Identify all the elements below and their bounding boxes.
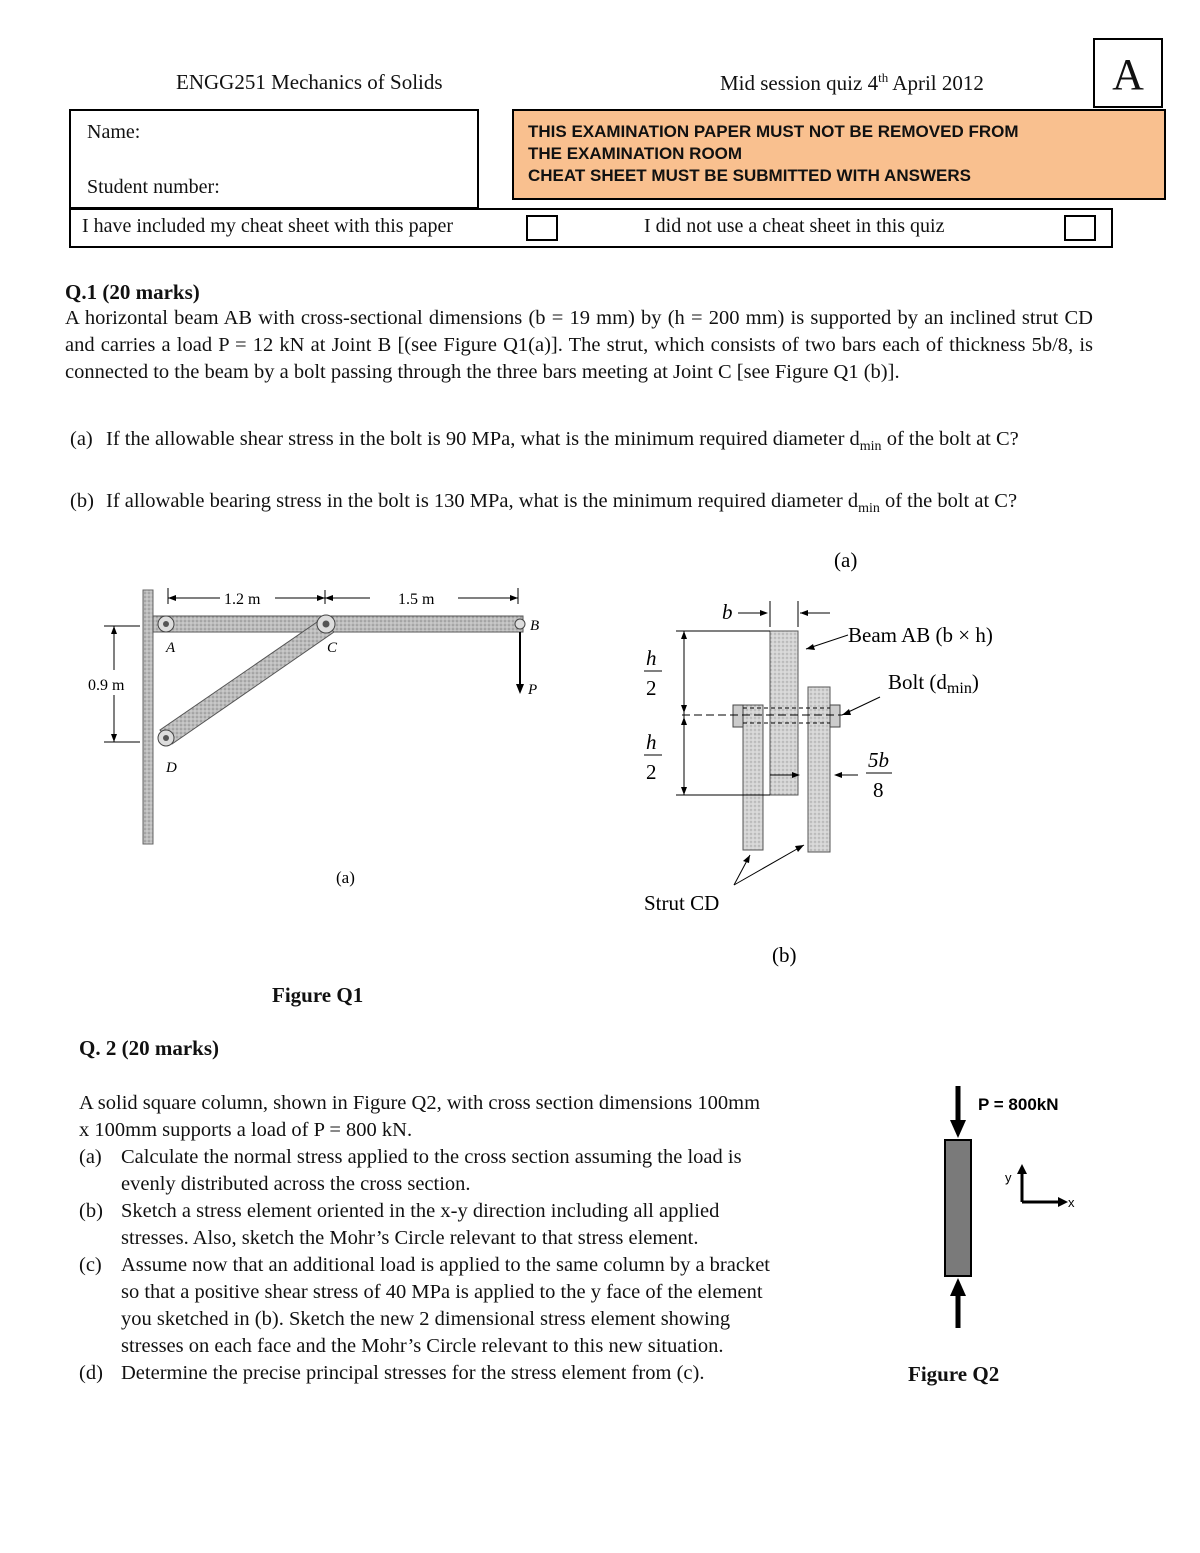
cheat-sheet-declaration xyxy=(69,208,1113,248)
q2-part-c-label: (c) xyxy=(79,1254,102,1276)
dim-arrow-1 xyxy=(168,595,176,601)
label-a: A xyxy=(166,640,176,656)
q2-intro-line-1: A solid square column, shown in Figure Q2, with cross section dimensions 100mm xyxy=(79,1092,761,1114)
figure-q1a xyxy=(80,580,550,900)
included-cheat-sheet-label: I have included my cheat sheet with this paper xyxy=(82,215,453,237)
q2-parts xyxy=(79,1144,879,1387)
y-axis-label: y xyxy=(1005,1170,1012,1185)
strut-leader-1-arrow xyxy=(743,855,750,863)
strut-cd xyxy=(160,620,334,744)
strut-label: Strut CD xyxy=(644,891,720,915)
bolt-label-close: ) xyxy=(971,670,979,694)
no-cheat-sheet-checkbox[interactable] xyxy=(1064,215,1096,241)
warning-line-1: THIS EXAMINATION PAPER MUST NOT BE REMOVED FROM xyxy=(528,122,1019,141)
q2-part-c-line-4: stresses on each face and the Mohr’s Circle relevant to this new situation. xyxy=(121,1335,724,1357)
q1-part-a-sub: min xyxy=(859,439,882,455)
bolt-label xyxy=(888,670,979,697)
b-dim-arrow-left xyxy=(760,610,768,616)
bolt-head-left xyxy=(733,705,743,727)
no-cheat-sheet-label: I did not use a cheat sheet in this quiz xyxy=(644,215,945,237)
q2-part-a-label: (a) xyxy=(79,1146,102,1168)
q2-part-a xyxy=(79,1144,879,1198)
wall xyxy=(143,590,153,844)
load-p-arrowhead xyxy=(516,684,524,694)
label-c: C xyxy=(327,640,338,656)
dim-0-9m: 0.9 m xyxy=(88,677,125,694)
q1-body: A horizontal beam AB with cross-sectional dimensions (b = 19 mm) by (h = 200 mm) is supported by an inclined strut CD and carries a load P = 12 kN at Joint B [(see Figure Q1(a)]. The strut, which consists of two bars each of thickness 5b/8, is connected to the beam by a bolt passing through the three bars meeting at Joint C [see Figure Q1 (b)]. xyxy=(65,307,1093,383)
label-p: P xyxy=(528,682,538,698)
h-half-top-den: 2 xyxy=(646,676,657,700)
bolt-label-text: Bolt (d xyxy=(888,670,947,694)
h-half-top-num: h xyxy=(646,646,657,670)
student-number-label: Student number: xyxy=(87,176,220,198)
q1-part-b xyxy=(70,486,1093,524)
q2-title: Q. 2 (20 marks) xyxy=(79,1036,219,1060)
quiz-date-prefix: Mid session quiz 4 xyxy=(720,71,879,95)
figure-q2 xyxy=(900,1080,1100,1340)
load-arrowhead-top xyxy=(950,1120,966,1138)
exam-warning xyxy=(512,109,1166,200)
q2-part-b-label: (b) xyxy=(79,1200,103,1222)
q2-part-c xyxy=(79,1252,879,1360)
label-b-thickness: b xyxy=(722,600,733,624)
q1-part-b-text: If allowable bearing stress in the bolt is 130 MPa, what is the minimum required diameter d xyxy=(106,490,859,512)
q1-part-b-sub: min xyxy=(858,501,880,517)
q2-part-c-line-1: Assume now that an additional load is applied to the same column by a bracket xyxy=(121,1254,771,1276)
square-column xyxy=(945,1140,971,1276)
figure-q1b xyxy=(630,545,1050,970)
pin-b xyxy=(515,619,525,629)
b-dim-arrow-right xyxy=(800,610,808,616)
included-cheat-sheet-checkbox[interactable] xyxy=(526,215,558,241)
figure-q1b-top-label: (a) xyxy=(834,548,858,572)
beam-ab xyxy=(153,616,523,632)
dim-arrow-4 xyxy=(510,595,518,601)
frac-5b-num: 5b xyxy=(868,748,889,772)
q2-part-d-label: (d) xyxy=(79,1362,103,1384)
h-dim-arrow-4 xyxy=(681,787,687,795)
figure-q1b-caption: (b) xyxy=(772,943,797,967)
h-dim-arrow-1 xyxy=(681,631,687,639)
name-label: Name: xyxy=(87,121,141,143)
figure-q1-title: Figure Q1 xyxy=(272,983,364,1007)
q1-part-b-end: of the bolt at C? xyxy=(879,490,1018,512)
q1-title: Q.1 (20 marks) xyxy=(65,280,200,304)
q1-part-b-label: (b) xyxy=(70,490,94,512)
strut-leader-2-arrow xyxy=(795,845,804,852)
pin-a-center xyxy=(163,621,169,627)
thickness-arrowhead-right xyxy=(834,772,842,778)
figure-q2-title: Figure Q2 xyxy=(908,1362,1000,1386)
frac-5b-den: 8 xyxy=(873,778,884,802)
label-d: D xyxy=(166,760,177,776)
beam-leader-arrow xyxy=(806,644,815,650)
q1-part-a-label: (a) xyxy=(70,428,93,450)
q2-part-b-line-2: stresses. Also, sketch the Mohr’s Circle relevant to that stress element. xyxy=(121,1227,699,1249)
bolt-leader-arrow xyxy=(842,709,851,715)
q1-part-a-text: If the allowable shear stress in the bolt is 90 MPa, what is the minimum required diameter d xyxy=(106,428,860,450)
q2-part-b-line-1: Sketch a stress element oriented in the x-y direction including all applied xyxy=(121,1200,720,1222)
dim-arrow-3 xyxy=(325,595,333,601)
beam-label: Beam AB (b × h) xyxy=(848,623,993,647)
warning-line-2: THE EXAMINATION ROOM xyxy=(528,144,743,163)
bolt-label-sub: min xyxy=(946,680,972,697)
strut-bar-left xyxy=(743,705,763,850)
q2-part-a-line-2: evenly distributed across the cross section. xyxy=(121,1173,471,1195)
warning-line-3: CHEAT SHEET MUST BE SUBMITTED WITH ANSWERS xyxy=(528,166,971,185)
q2-intro xyxy=(79,1090,879,1144)
dim-h-arrow-bottom xyxy=(111,734,117,742)
x-axis-arrowhead xyxy=(1058,1197,1068,1207)
q2-part-c-line-2: so that a positive shear stress of 40 MPa is applied to the y face of the element xyxy=(121,1281,763,1303)
beam-ab-section xyxy=(770,631,798,795)
label-b: B xyxy=(530,618,540,634)
h-dim-arrow-2 xyxy=(681,705,687,713)
pin-d-center xyxy=(163,735,169,741)
bolt-head-right xyxy=(830,705,840,727)
h-half-bottom-num: h xyxy=(646,730,657,754)
quiz-date-sup: th xyxy=(878,70,889,85)
dim-1-5m: 1.5 m xyxy=(398,591,435,608)
q2-part-d xyxy=(79,1360,879,1387)
paper-version: A xyxy=(1093,38,1163,108)
student-details-box xyxy=(69,109,479,209)
h-half-bottom-den: 2 xyxy=(646,760,657,784)
dim-arrow-2 xyxy=(317,595,325,601)
q2-part-d-line-1: Determine the precise principal stresses for the stress element from (c). xyxy=(121,1362,705,1384)
h-dim-arrow-3 xyxy=(681,717,687,725)
y-axis-arrowhead xyxy=(1017,1164,1027,1174)
dim-1-2m: 1.2 m xyxy=(224,591,261,608)
course-title: ENGG251 Mechanics of Solids xyxy=(176,70,443,94)
reaction-arrowhead-bottom xyxy=(950,1278,966,1296)
strut-bar-right xyxy=(808,687,830,852)
q1-part-a xyxy=(70,424,1093,462)
load-label: P = 800kN xyxy=(978,1095,1059,1114)
quiz-date xyxy=(720,70,984,96)
x-axis-label: x xyxy=(1068,1195,1075,1210)
dim-h-arrow-top xyxy=(111,626,117,634)
q1-part-a-end: of the bolt at C? xyxy=(881,428,1019,450)
q2-part-c-line-3: you sketched in (b). Sketch the new 2 dimensional stress element showing xyxy=(121,1308,731,1330)
pin-c-center xyxy=(323,621,330,628)
figure-q1a-caption: (a) xyxy=(336,868,355,887)
q2-intro-line-2: x 100mm supports a load of P = 800 kN. xyxy=(79,1119,413,1141)
q2-part-a-line-1: Calculate the normal stress applied to the cross section assuming the load is xyxy=(121,1146,742,1168)
q2-part-b xyxy=(79,1198,879,1252)
quiz-date-suffix: April 2012 xyxy=(888,71,984,95)
